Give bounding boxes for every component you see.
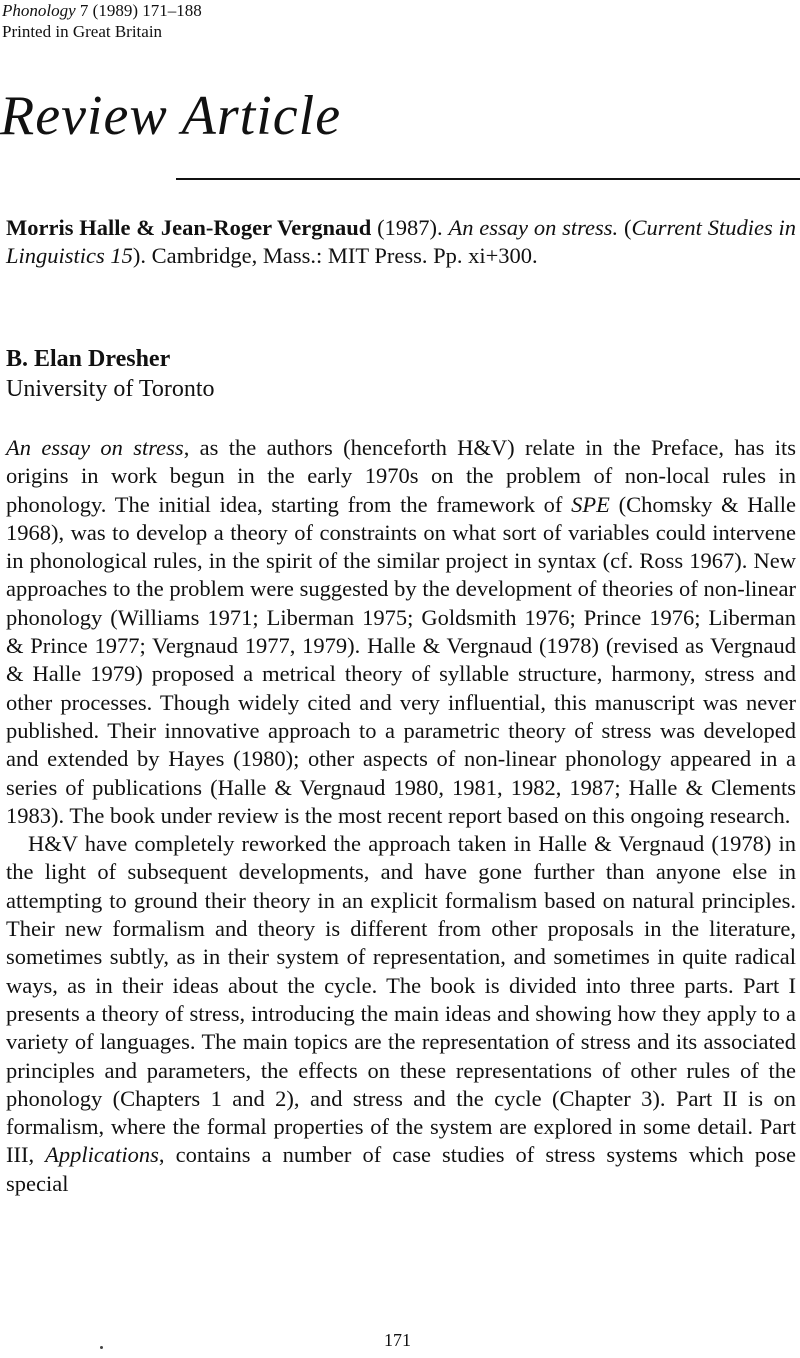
page-number: 171 [384,1330,411,1350]
reviewer-affiliation: University of Toronto [6,376,215,402]
printed-line: Printed in Great Britain [2,22,163,41]
print-dot [100,1346,103,1349]
p2-text-b: , contains a number of case studies of stress systems which pose special [6,1142,796,1196]
p2-applications: Applications [45,1142,159,1168]
citation-publisher: Cambridge, Mass.: MIT Press. Pp. xi+300. [151,243,538,268]
citation-year: (1987). [377,215,443,240]
journal-info-line [2,0,202,21]
article-body [6,434,796,1198]
reviewer-block [6,344,215,404]
divider-rule [176,178,800,180]
p2-text-a: H&V have completely reworked the approach taken in Halle & Vergnaud (1978) in the light of subsequent developments, and have gone further than anyone else in attempting to ground their theory in an explicit formalism based on natural principles. Their new formalism and theory is different from other proposals in the literature, sometimes subtly, as in their system of representation, and sometimes in quite radical ways, as in their ideas about the cycle. The book is divided into three parts. Part I presents a theory of stress, introducing the main ideas and showing how they apply to a variety of languages. The main topics are the representation of stress and its associated principles and parameters, the effects on these representations of other rules of the phonology (Chapters 1 and 2), and stress and the cycle (Chapter 3). Part II is on formalism, where the formal properties of the system are explored in some detail. Part III, [6,831,796,1168]
journal-name: Phonology [2,1,76,20]
p1-spe: SPE [571,491,610,517]
citation-title: An essay on stress. [448,215,619,240]
citation-series-close: ). [132,243,147,268]
citation-authors: Morris Halle & Jean-Roger Vergnaud [6,215,372,240]
paragraph-1 [6,434,796,830]
citation-series: Current Studies in Linguistics 15 [6,215,797,268]
running-head [2,0,202,42]
p1-book-title: An essay on stress [6,435,184,460]
book-citation [6,214,796,270]
p1-text-a: , as the authors (henceforth H&V) relate in the Preface, has its origins in work begun in the early 1970s on the problem of non-local rules in phonology. The initial idea, starting from the framework of [6,435,796,517]
article-type-heading: Review Article [0,85,342,147]
paragraph-2 [6,830,796,1198]
reviewer-name: B. Elan Dresher [6,346,171,372]
volume-info: 7 (1989) 171–188 [79,1,202,20]
p1-text-b: (Chomsky & Halle 1968), was to develop a theory of constraints on what sort of variables could intervene in phonological rules, in the spirit of the similar project in syntax (cf. Ross 1967). New approaches to the problem were suggested by the development of theories of non-linear phonology (Williams 1971; Liberman 1975; Goldsmith 1976; Prince 1976; Liberman & Prince 1977; Vergnaud 1977, 1979). Halle & Vergnaud (1978) (revised as Vergnaud & Halle 1979) proposed a metrical theory of syllable structure, harmony, stress and other processes. Though widely cited and very influential, this manuscript was never published. Their innovative approach to a parametric theory of stress was developed and extended by Hayes (1980); other aspects of non-linear phonology appeared in a series of publications (Halle & Vergnaud 1980, 1981, 1982, 1987; Halle & Clements 1983). The book under review is the most recent report based on this ongoing research. [6,491,796,828]
citation-series-open: ( [624,215,632,240]
